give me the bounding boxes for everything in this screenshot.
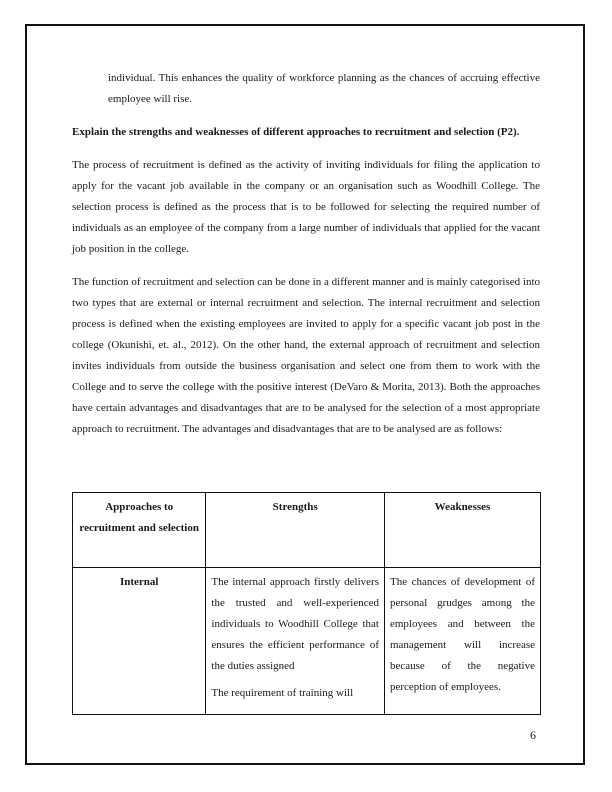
document-body bbox=[72, 68, 540, 452]
recruitment-definition-paragraph: The process of recruitment is defined as the activity of inviting individuals for filing the application to apply for the vacant job available in the company or an organisation such as Woodhill College. The selection process is defined as the process that is to be followed for selecting the required number of individuals as an employee of the company from a large number of individuals that applied for the vacant job position in the college. bbox=[72, 159, 540, 255]
table-header-row bbox=[73, 493, 541, 568]
header-weaknesses: Weaknesses bbox=[384, 493, 540, 568]
approaches-paragraph: The function of recruitment and selection can be done in a different manner and is mainly categorised into two types that are external or internal recruitment and selection. The internal recruitment and selection process is defined when the existing employees are invited to apply for a specific vacant job post in the college (Okunishi, et. al., 2012). On the other hand, the external approach of recruitment and selection invites individuals from outside the business organisation and select one from them to work with the College and to serve the college with the positive interest (DeVaro & Morita, 2013). Both the approaches have certain advantages and disadvantages that are to be analysed for the selection of a most appropriate approach to recruitment. The advantages and disadvantages that are to be analysed are as follows: bbox=[72, 276, 540, 435]
weaknesses-cell bbox=[384, 568, 540, 715]
table-row bbox=[73, 568, 541, 715]
strengths-text-2: The requirement of training will bbox=[211, 687, 354, 699]
strengths-cell bbox=[206, 568, 385, 715]
question-heading: Explain the strengths and weaknesses of different approaches to recruitment and selection (P2). bbox=[72, 126, 520, 138]
weaknesses-text: The chances of development of personal grudges among the employees and between the management will increase because of the negative perception of employees. bbox=[389, 576, 535, 693]
header-approach: Approaches to recruitment and selection bbox=[73, 493, 206, 568]
approaches-table bbox=[72, 492, 541, 715]
approach-cell: Internal bbox=[73, 568, 206, 715]
strengths-text-1: The internal approach firstly delivers the trusted and well-experienced individuals to Woodhill College that ensures the efficient performance of the duties assigned bbox=[211, 576, 379, 672]
page-number: 6 bbox=[530, 728, 536, 742]
header-strengths: Strengths bbox=[206, 493, 385, 568]
continuation-paragraph: individual. This enhances the quality of workforce planning as the chances of accruing effective employee will rise. bbox=[108, 72, 540, 105]
